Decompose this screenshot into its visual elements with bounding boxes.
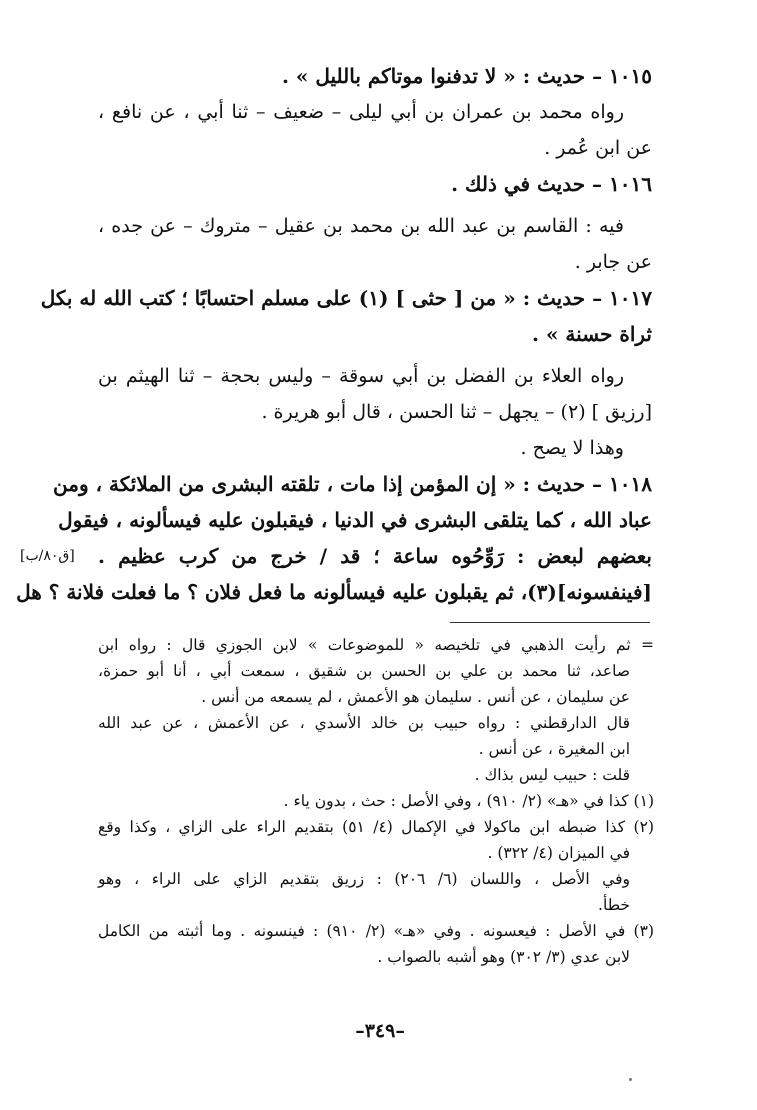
scan-speck — [629, 1078, 632, 1081]
hadith-1017-line: رواه العلاء بن الفضل بن أبي سوقة – وليس بحجة – ثنا الهيثم بن — [98, 365, 624, 387]
footnote-divider — [450, 622, 650, 623]
footnote-2: (٢) كذا ضبطه ابن ماكولا في الإكمال (٤/ ٥١) بتقديم الراء على الزاي ، وكذا وقع — [98, 818, 654, 836]
hadith-1017-heading: ١٠١٧ – حديث : « من [ حثى ] (١) على مسلم احتسابًا ؛ كتب الله له بكل — [40, 286, 652, 310]
footnote-continuation-line: ابن المغيرة ، عن أنس . — [478, 740, 630, 758]
footnote-continuation-line: صاعد، ثنا محمد بن علي بن الحسن بن شقيق ، سمعت أبي ، أنا أبو حمزة، — [98, 662, 630, 680]
hadith-1018-heading: [فينفسونه](٣)، ثم يقبلون عليه فيسألونه ما فعل فلان ؟ ما فعلت فلانة ؟ هل — [16, 580, 652, 604]
footnote-3: (٣) في الأصل : فيعسونه . وفي «هـ» (٢/ ٩١٠) : فينسونه . وما أثبته من الكامل — [98, 922, 654, 940]
hadith-1016-line: فيه : القاسم بن عبد الله بن محمد بن عقيل – متروك – عن جده ، — [98, 215, 624, 237]
footnote-continuation-line: = ثم رأيت الذهبي في تلخيصه « للموضوعات » لابن الجوزي قال : رواه ابن — [98, 636, 654, 654]
hadith-1018-heading: ١٠١٨ – حديث : « إن المؤمن إذا مات ، تلقته البشرى من الملائكة ، ومن — [53, 472, 652, 496]
hadith-1015-heading: ١٠١٥ – حديث : « لا تدفنوا موتاكم بالليل » . — [281, 64, 652, 88]
footnote-continuation-line: قلت : حبيب ليس بذاك . — [474, 766, 630, 784]
footnote-continuation-line: قال الدارقطني : رواه حبيب بن خالد الأسدي ، عن الأعمش ، عن عبد الله — [98, 714, 630, 732]
hadith-1018-heading: عباد الله ، كما يتلقى البشرى في الدنيا ، فيقبلون عليه فيسألونه ، فيقول — [58, 508, 652, 532]
footnotes — [98, 632, 654, 970]
hadith-1016-heading: ١٠١٦ – حديث في ذلك . — [451, 172, 652, 196]
hadith-1017-heading: ثراة حسنة » . — [532, 322, 652, 346]
footnote-2: في الميزان (٤/ ٣٢٢) . — [487, 844, 630, 862]
hadith-1018-heading: بعضهم لبعض : رَوِّحُوه ساعة ؛ قد / خرج من كرب عظيم . — [98, 544, 652, 568]
footnote-3: لابن عدي (٣/ ٣٠٢) وهو أشبه بالصواب . — [377, 948, 630, 966]
hadith-1017-line: [رزيق ] (٢) – يجهل – ثنا الحسن ، قال أبو هريرة . — [261, 401, 652, 423]
page-number: –٣٤٩– — [355, 1020, 405, 1042]
hadith-1016-line: عن جابر . — [574, 251, 652, 273]
manuscript-folio-note: [ق٨٠/ب] — [20, 548, 75, 564]
hadith-1015-line: عن ابن عُمر . — [544, 137, 652, 159]
footnote-2: وفي الأصل ، واللسان (٦/ ٢٠٦) : زريق بتقديم الزاي على الراء ، وهو — [98, 870, 630, 888]
footnote-1: (١) كذا في «هـ» (٢/ ٩١٠) ، وفي الأصل : حث ، بدون ياء . — [283, 792, 654, 810]
hadith-1015-line: رواه محمد بن عمران بن أبي ليلى – ضعيف – ثنا أبي ، عن نافع ، — [98, 101, 624, 123]
footnote-2: خطأ. — [598, 896, 630, 914]
hadith-1017-line: وهذا لا يصح . — [520, 437, 624, 459]
footnote-continuation-line: عن سليمان ، عن أنس . سليمان هو الأعمش ، لم يسمعه من أنس . — [201, 688, 630, 706]
